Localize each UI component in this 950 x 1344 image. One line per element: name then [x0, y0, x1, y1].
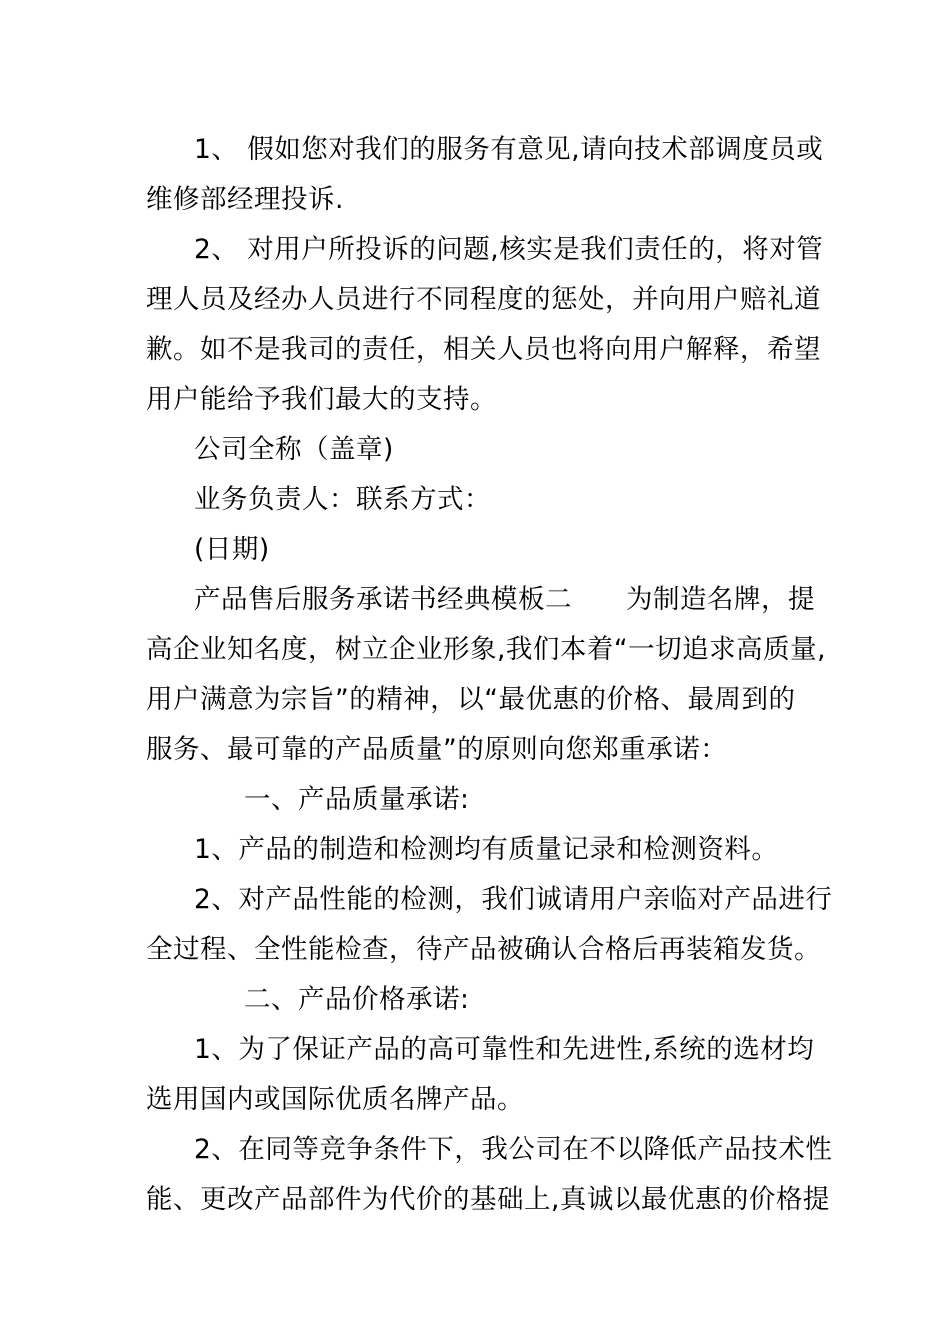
text-line: 维修部经理投诉. [146, 184, 344, 215]
text-line: 公司全称（盖章) [194, 434, 394, 465]
text-line: 2、 对用户所投诉的问题,核实是我们责任的，将对管 [194, 234, 824, 265]
text-line: 1、 假如您对我们的服务有意见,请向技术部调度员或 [194, 134, 824, 165]
text-line: 产品售后服务承诺书经典模板二 为制造名牌，提 [194, 584, 815, 615]
text-line: 能、更改产品部件为代价的基础上,真诚以最优惠的价格提 [146, 1184, 830, 1215]
text-line: 2、对产品性能的检测，我们诚请用户亲临对产品进行 [194, 884, 833, 915]
text-line: 用户能给予我们最大的支持。 [146, 384, 497, 415]
text-line: 理人员及经办人员进行不同程度的惩处，并向用户赔礼道 [146, 284, 821, 315]
text-line: 1、为了保证产品的高可靠性和先进性,系统的选材均 [194, 1034, 815, 1065]
text-line: 选用国内或国际优质名牌产品。 [146, 1084, 524, 1115]
text-line: 高企业知名度，树立企业形象,我们本着“一切追求高质量, [146, 634, 827, 665]
text-line: 2、在同等竞争条件下，我公司在不以降低产品技术性 [194, 1134, 833, 1165]
text-line: (日期) [194, 534, 270, 565]
section-heading: 一、产品质量承诺: [244, 784, 470, 815]
text-line: 业务负责人：联系方式： [194, 484, 491, 515]
text-line: 1、产品的制造和检测均有质量记录和检测资料。 [194, 834, 779, 865]
text-line: 歉。如不是我司的责任，相关人员也将向用户解释，希望 [146, 334, 821, 365]
text-line: 用户满意为宗旨”的精神，以“最优惠的价格、最周到的 [146, 684, 796, 715]
section-heading: 二、产品价格承诺: [244, 984, 470, 1015]
text-line: 全过程、全性能检查，待产品被确认合格后再装箱发货。 [146, 934, 821, 965]
text-line: 服务、最可靠的产品质量”的原则向您郑重承诺： [146, 734, 728, 765]
